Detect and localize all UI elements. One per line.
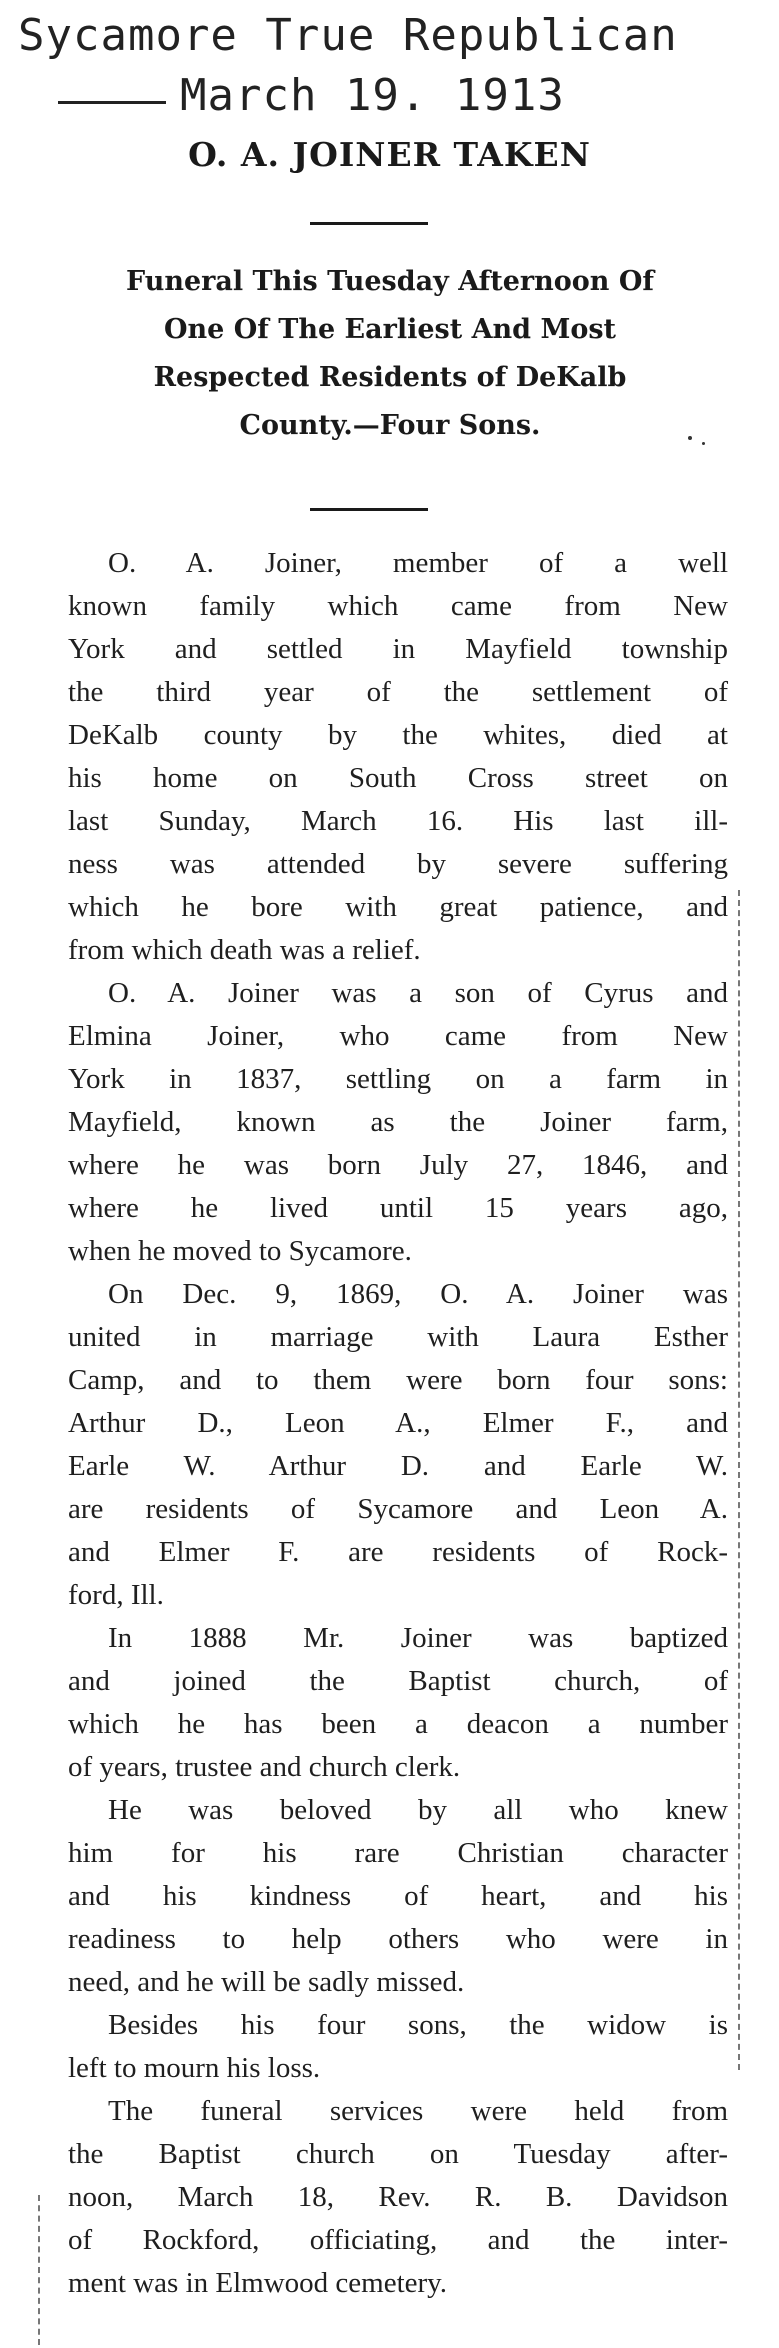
article-line: On Dec. 9, 1869, O. A. Joiner was: [108, 1278, 728, 1310]
article-line: the third year of the settlement of: [68, 676, 728, 708]
subheadline-divider: [310, 508, 428, 511]
article-line: Earle W. Arthur D. and Earle W.: [68, 1450, 728, 1482]
article-line: when he moved to Sycamore.: [68, 1235, 412, 1267]
article-line: O. A. Joiner, member of a well: [108, 547, 728, 579]
article-subheadline: [50, 258, 730, 450]
article-paragraph: [68, 2090, 728, 2305]
article-line: Elmina Joiner, who came from New: [68, 1020, 728, 1052]
article-paragraph: [68, 972, 728, 1273]
article-line: In 1888 Mr. Joiner was baptized: [108, 1622, 728, 1654]
date-underline: [58, 101, 166, 104]
article-line: Arthur D., Leon A., Elmer F., and: [68, 1407, 728, 1439]
source-date-row: [58, 70, 565, 122]
article-line: DeKalb county by the whites, died at: [68, 719, 728, 751]
article-line: O. A. Joiner was a son of Cyrus and: [108, 977, 728, 1009]
article-paragraph: [68, 1617, 728, 1789]
article-line: ford, Ill.: [68, 1579, 164, 1611]
article-line: him for his rare Christian character: [68, 1837, 728, 1869]
article-line: and his kindness of heart, and his: [68, 1880, 728, 1912]
article-line: York and settled in Mayfield township: [68, 633, 728, 665]
article-line: which he bore with great patience, and: [68, 891, 728, 923]
source-date: March 19. 1913: [180, 70, 565, 121]
article-line: Mayfield, known as the Joiner farm,: [68, 1106, 728, 1138]
article-headline: O. A. JOINER TAKEN: [188, 135, 591, 174]
article-line: united in marriage with Laura Esther: [68, 1321, 728, 1353]
article-paragraph: [68, 1273, 728, 1617]
article-line: noon, March 18, Rev. R. B. Davidson: [68, 2181, 728, 2213]
source-newspaper-name: Sycamore True Republican: [18, 10, 678, 61]
article-line: last Sunday, March 16. His last ill-: [68, 805, 728, 837]
article-line: from which death was a relief.: [68, 934, 421, 966]
print-speck: [688, 436, 692, 440]
headline-divider: [310, 222, 428, 225]
subheadline-line: Funeral This Tuesday Afternoon Of: [126, 266, 654, 297]
article-line: his home on South Cross street on: [68, 762, 728, 794]
article-line: of Rockford, officiating, and the inter-: [68, 2224, 728, 2256]
article-line: known family which came from New: [68, 590, 728, 622]
column-rule-left: [38, 2195, 40, 2345]
article-line: ment was in Elmwood cemetery.: [68, 2267, 448, 2299]
article-paragraph: [68, 542, 728, 972]
article-line: the Baptist church on Tuesday after-: [68, 2138, 728, 2170]
article-line: need, and he will be sadly missed.: [68, 1966, 465, 1998]
article-line: where he was born July 27, 1846, and: [68, 1149, 728, 1181]
article-line: Camp, and to them were born four sons:: [68, 1364, 728, 1396]
article-line: ness was attended by severe suffering: [68, 848, 728, 880]
subheadline-line: County.—Four Sons.: [239, 410, 541, 441]
article-line: which he has been a deacon a number: [68, 1708, 728, 1740]
article-line: where he lived until 15 years ago,: [68, 1192, 728, 1224]
article-line: He was beloved by all who knew: [108, 1794, 728, 1826]
print-speck: [702, 442, 705, 445]
subheadline-line: One Of The Earliest And Most: [163, 314, 617, 345]
article-line: Besides his four sons, the widow is: [108, 2009, 728, 2041]
article-line: York in 1837, settling on a farm in: [68, 1063, 728, 1095]
article-body: [68, 542, 728, 2305]
column-rule-right: [738, 890, 740, 2070]
article-paragraph: [68, 2004, 728, 2090]
article-paragraph: [68, 1789, 728, 2004]
article-line: of years, trustee and church clerk.: [68, 1751, 461, 1783]
article-line: are residents of Sycamore and Leon A.: [68, 1493, 728, 1525]
article-line: readiness to help others who were in: [68, 1923, 728, 1955]
article-line: and Elmer F. are residents of Rock-: [68, 1536, 728, 1568]
subheadline-line: Respected Residents of DeKalb: [153, 362, 627, 393]
article-line: The funeral services were held from: [108, 2095, 728, 2127]
article-line: left to mourn his loss.: [68, 2052, 321, 2084]
article-line: and joined the Baptist church, of: [68, 1665, 728, 1697]
